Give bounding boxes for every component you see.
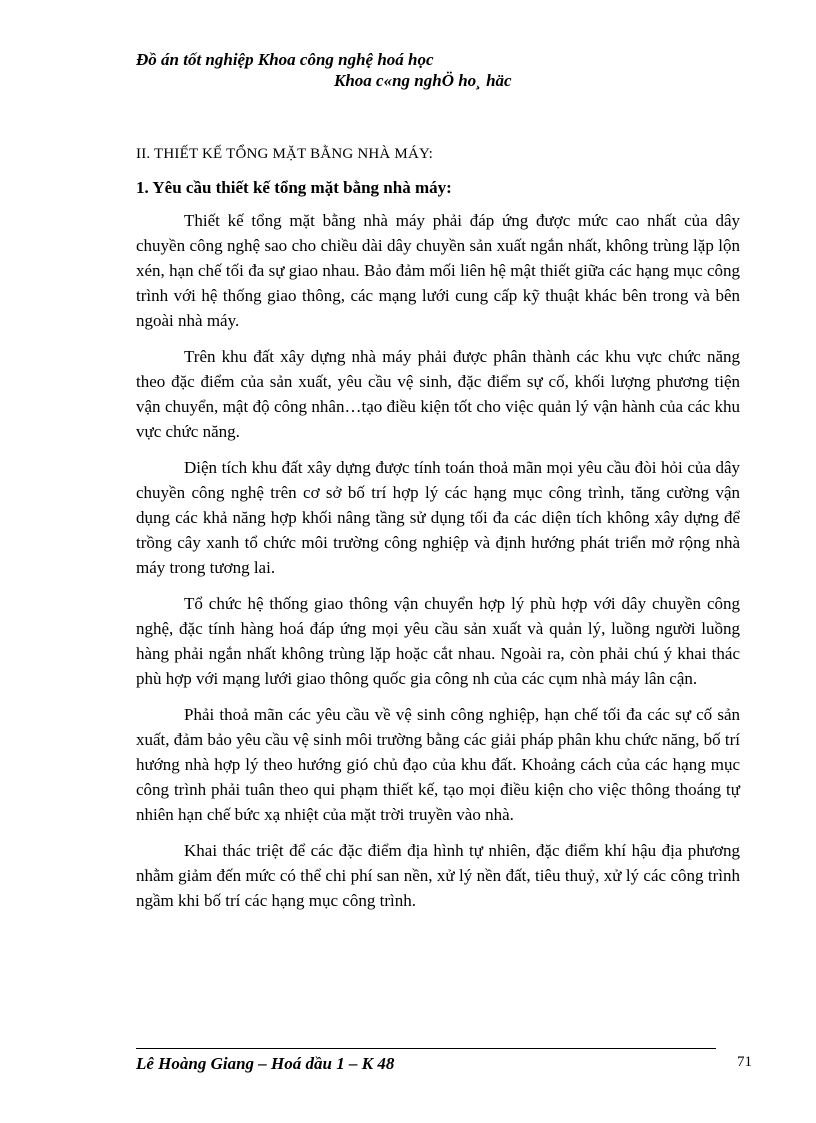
paragraph: Diện tích khu đất xây dựng được tính toán thoả mãn mọi yêu cầu đòi hỏi của dây chuyền công nghệ trên cơ sở bố trí hợp lý các hạng mục công trình, tăng cường vận dụng các khả năng hợp khối nâng tầng sử dụng tối đa các diện tích không xây dựng để trồng cây xanh tổ chức môi trường công nghiệp và định hướng phát triển mở rộng nhà máy trong tương lai.: [136, 458, 740, 577]
section-title: II. THIẾT KẾ TỔNG MẶT BẰNG NHÀ MÁY:: [136, 146, 434, 162]
footer-divider: [136, 1048, 716, 1049]
paragraph: Trên khu đất xây dựng nhà máy phải được phân thành các khu vực chức năng theo đặc điểm của sản xuất, yêu cầu vệ sinh, đặc điểm sự cố, khối lượng phương tiện vận chuyển, mật độ công nhân…tạo điều kiện tốt cho việc quản lý vận hành của các khu vực chức năng.: [136, 347, 740, 441]
paragraph: Tổ chức hệ thống giao thông vận chuyển hợp lý phù hợp với dây chuyền công nghệ, đặc tính hàng hoá đáp ứng mọi yêu cầu sản xuất và quản lý, luồng người luồng hàng phải ngắn nhất không trùng lặp hoặc cắt nhau. Ngoài ra, còn phải chú ý khai thác phù hợp với mạng lưới giao thông quốc gia công nh của các cụm nhà máy lân cận.: [136, 594, 740, 688]
paragraph: Phải thoả mãn các yêu cầu về vệ sinh công nghiệp, hạn chế tối đa các sự cố sản xuất, đảm bảo yêu cầu vệ sinh môi trường bằng các giải pháp phân khu chức năng, bố trí hướng nhà hợp lý theo hướng gió chủ đạo của khu đất. Khoảng cách của các hạng mục công trình phải tuân theo qui phạm thiết kế, tạo mọi điều kiện cho việc thông thoáng tự nhiên hạn chế bức xạ nhiệt của mặt trời truyền vào nhà.: [136, 705, 740, 824]
body-text: [136, 208, 740, 924]
footer-author: Lê Hoàng Giang – Hoá dầu 1 – K 48: [136, 1054, 395, 1073]
header-line-2: Khoa c«ng nghÖ ho¸ häc: [334, 71, 512, 90]
page-number: 71: [737, 1054, 752, 1070]
subsection-title: 1. Yêu cầu thiết kế tổng mặt bằng nhà máy:: [136, 178, 452, 197]
paragraph: Thiết kế tổng mặt bằng nhà máy phải đáp ứng được mức cao nhất của dây chuyền công nghệ sao cho chiều dài dây chuyền sản xuất ngắn nhất, không trùng lặp lộn xén, hạn chế tối đa sự giao nhau. Bảo đảm mối liên hệ mật thiết giữa các hạng mục công trình với hệ thống giao thông, các mạng lưới cung cấp kỹ thuật khác bên trong và bên ngoài nhà máy.: [136, 211, 740, 330]
paragraph: Khai thác triệt để các đặc điểm địa hình tự nhiên, đặc điểm khí hậu địa phương nhằm giảm đến mức có thể chi phí san nền, xử lý nền đất, tiêu thuỷ, xử lý các công trình ngầm khi bố trí các hạng mục công trình.: [136, 841, 740, 910]
header-line-1: Đồ án tốt nghiệp Khoa công nghệ hoá học: [136, 50, 434, 69]
